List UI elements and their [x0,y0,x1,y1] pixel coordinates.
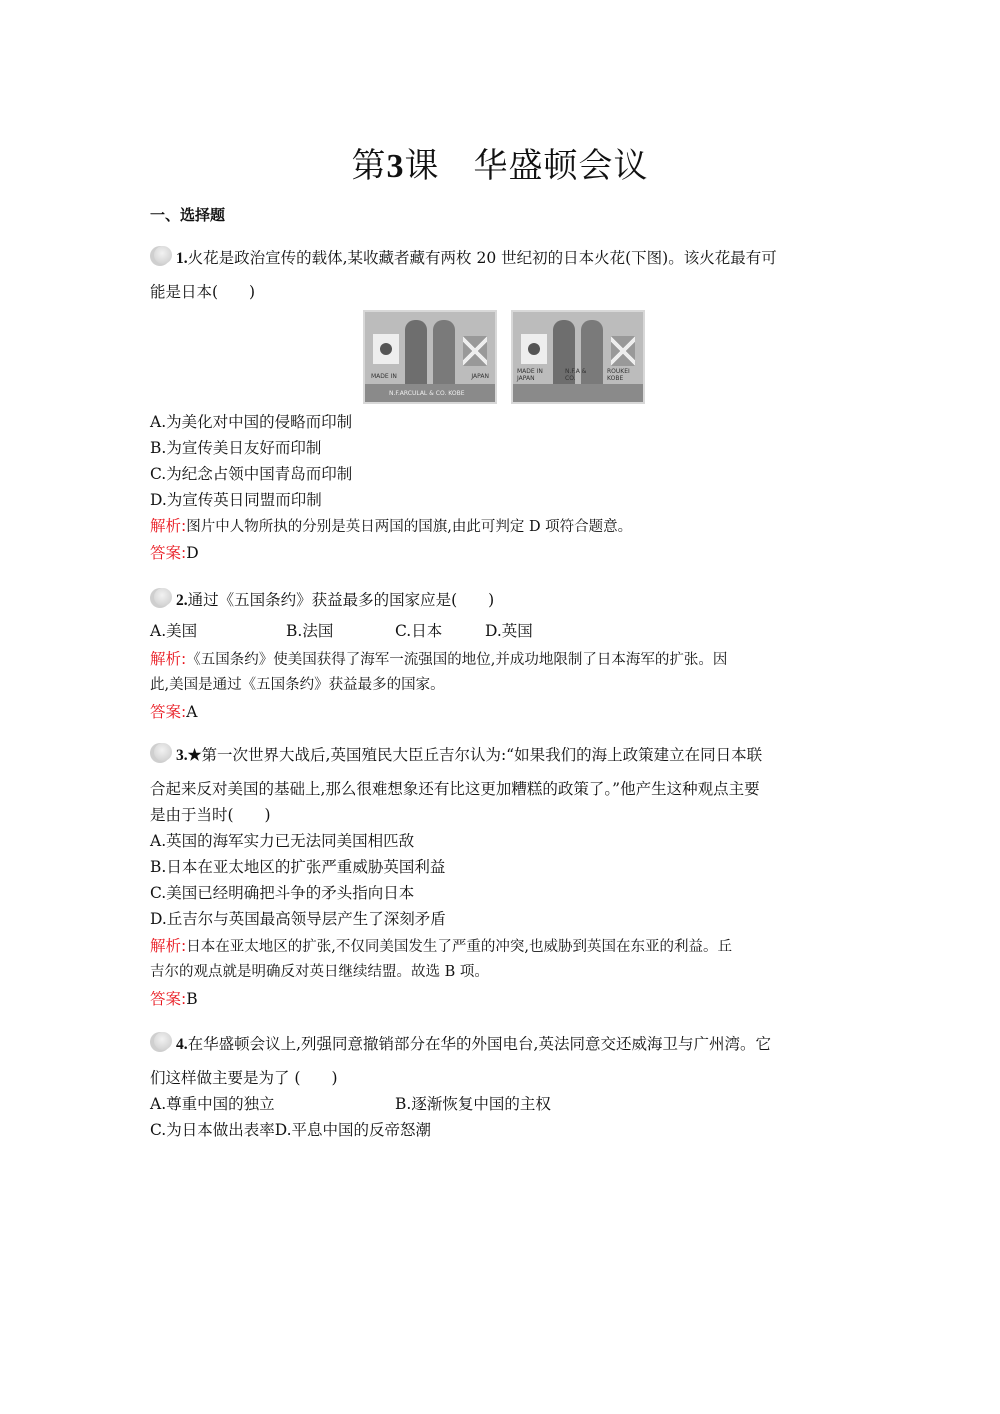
analysis-text: 图片中人物所执的分别是英日两国的国旗,由此可判定 D 项符合题意。 [186,519,633,535]
question-3-option-c[interactable]: C.美国已经明确把斗争的矛头指向日本 [150,884,415,902]
question-bullet-icon [150,246,172,268]
title-number: 3 [386,148,405,185]
answer-label: 答案: [150,990,187,1008]
analysis-label: 解析: [150,517,187,535]
question-bullet-icon [150,1032,172,1054]
question-1-option-b[interactable]: B.为宣传美日友好而印制 [150,439,322,457]
question-1-line-2: 能是日本( ) [150,283,256,301]
title-prefix: 第 [351,146,387,186]
question-3-option-d[interactable]: D.丘吉尔与英国最高领导层产生了深刻矛盾 [150,910,446,928]
japan-flag-icon [373,334,399,364]
matchbox-label-image-2 [511,310,645,404]
section-heading: 一、选择题 [150,206,226,224]
image-caption: MADE IN JAPAN [517,368,543,382]
question-4-options-row-1 [150,1094,551,1114]
question-1-analysis [150,516,632,537]
question-2-analysis-line-2: 此,美国是通过《五国条约》获益最多的国家。 [150,677,445,693]
image-caption: N.F.ARCULAL & CO. KOBE [389,390,465,397]
star-icon: ★ [187,747,202,764]
question-4-option-c[interactable]: C.为日本做出表率 [150,1121,275,1139]
image-caption: N.F.A & CO. [565,368,587,382]
question-2-options [150,621,533,641]
question-text: 火花是政治宣传的载体,某收藏者藏有两枚 20 世纪初的日本火花(下图)。该火花最有可 [187,249,777,267]
image-caption: ROUKEI KOBE [607,368,630,382]
question-4-option-b[interactable]: B.逐渐恢复中国的主权 [395,1095,551,1113]
answer-value: A [186,703,198,721]
image-caption: MADE IN [371,373,397,380]
question-number: 4. [176,1036,188,1053]
answer-value: B [186,990,198,1008]
question-text: 在华盛顿会议上,列强同意撤销部分在华的外国电台,英法同意交还威海卫与广州湾。它 [187,1035,771,1053]
question-1-option-c[interactable]: C.为纪念占领中国青岛而印制 [150,465,353,483]
question-4-option-d[interactable]: D.平息中国的反帝怒潮 [274,1121,432,1139]
title-name: 华盛顿会议 [473,146,649,186]
question-2-option-c[interactable]: C.日本 [395,622,443,640]
question-number: 1. [176,250,188,267]
question-4-line-1 [150,1032,771,1055]
image-caption: JAPAN [471,373,489,380]
question-1-line-1 [150,246,777,269]
question-3-line-1 [150,743,762,766]
answer-value: D [186,544,199,562]
question-2-analysis-line-1 [150,649,727,670]
question-1-answer [150,543,199,563]
answer-label: 答案: [150,544,187,562]
question-text: 通过《五国条约》获益最多的国家应是( ) [187,591,495,609]
title-lesson: 课 [404,146,440,186]
question-bullet-icon [150,743,172,765]
uk-flag-icon [611,336,635,366]
question-2-answer [150,702,197,722]
question-2-line-1 [150,588,494,611]
question-3-line-3: 是由于当时( ) [150,806,271,824]
analysis-text: 日本在亚太地区的扩张,不仅同美国发生了严重的冲突,也威胁到英国在东亚的利益。丘 [186,939,732,955]
uk-flag-icon [463,336,487,366]
question-1-option-a[interactable]: A.为美化对中国的侵略而印制 [150,413,353,431]
question-4-options-row-2 [150,1120,431,1140]
matchbox-images [363,310,645,404]
question-bullet-icon [150,588,172,610]
analysis-label: 解析: [150,650,187,668]
matchbox-label-image-1 [363,310,497,404]
question-2-option-a[interactable]: A.美国 [150,622,198,640]
analysis-text: 《五国条约》使美国获得了海军一流强国的地位,并成功地限制了日本海军的扩张。因 [186,652,728,668]
question-number: 2. [176,592,188,609]
question-text: 第一次世界大战后,英国殖民大臣丘吉尔认为:“如果我们的海上政策建立在同日本联 [201,746,763,764]
question-2-option-d[interactable]: D.英国 [485,622,533,640]
page-title [0,138,1000,187]
question-2-option-b[interactable]: B.法国 [286,622,334,640]
question-1-option-d[interactable]: D.为宣传英日同盟而印制 [150,491,322,509]
answer-label: 答案: [150,703,187,721]
question-4-line-2: 们这样做主要是为了 ( ) [150,1069,338,1087]
question-3-analysis-line-1 [150,936,732,957]
question-4-option-a[interactable]: A.尊重中国的独立 [150,1095,275,1113]
japan-flag-icon [521,334,547,364]
analysis-label: 解析: [150,937,187,955]
question-3-analysis-line-2: 吉尔的观点就是明确反对英日继续结盟。故选 B 项。 [150,964,489,980]
question-3-option-a[interactable]: A.英国的海军实力已无法同美国相匹敌 [150,832,415,850]
question-3-line-2: 合起来反对美国的基础上,那么很难想象还有比这更加糟糕的政策了。”他产生这种观点主要 [150,780,760,798]
question-3-option-b[interactable]: B.日本在亚太地区的扩张严重威胁英国利益 [150,858,446,876]
question-3-answer [150,989,198,1009]
question-number: 3. [176,747,188,764]
